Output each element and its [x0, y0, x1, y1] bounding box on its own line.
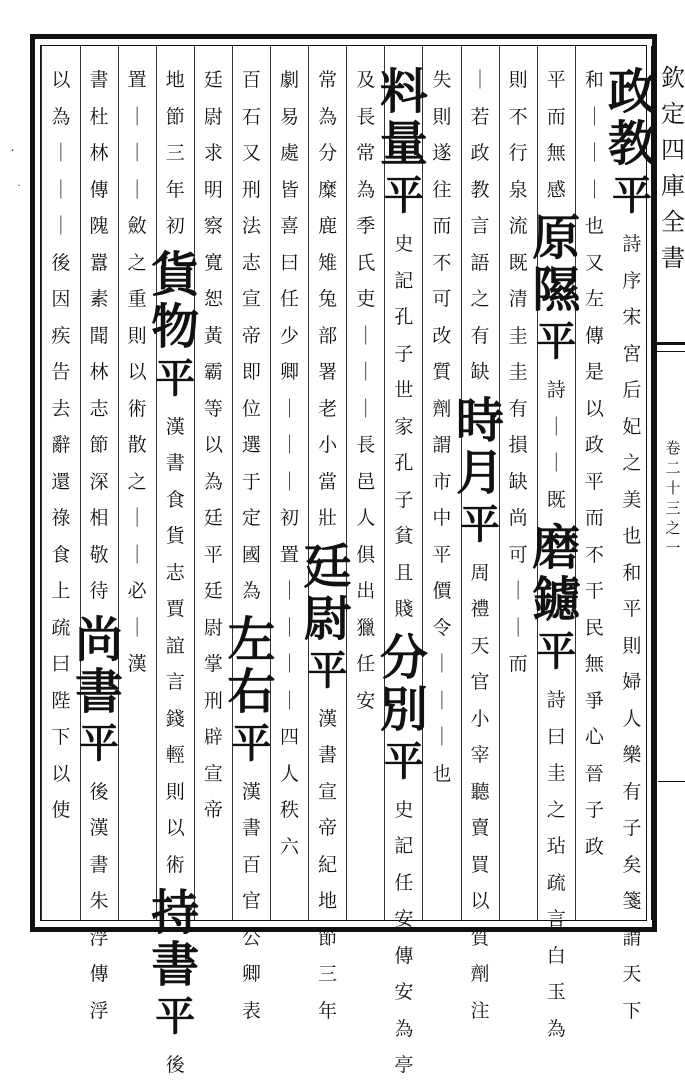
annotation-text: ｜ 若 政 教 言 語 之 有 缺 [470, 69, 490, 383]
text-column [607, 46, 656, 1022]
annotation-text: 初 置 ｜ ｜ ｜ ｜ 四 人 秩 六 [280, 507, 300, 858]
annotation-text: 漢 書 宣 帝 紀 地 節 三 年 [318, 707, 338, 1022]
annotation-text: 和 ｜ ｜ ｜ 也 又 左 傳 是 以 政 平 而 不 干 民 無 爭 心 晉 子 政 [584, 69, 604, 858]
text-column [75, 46, 124, 1022]
entry-heading: 左 右 平 [227, 611, 276, 767]
annotation-text: 上 疏 曰 陛 下 以 使 [51, 580, 71, 821]
annotation-text: 廷 尉 掌 刑 辟 宣 帝 [203, 580, 223, 821]
annotation-text: 後 [165, 1054, 185, 1076]
text-column [227, 46, 276, 1022]
annotation-text: 史 記 孔 子 世 家 孔 子 貧 且 賤 [394, 233, 414, 620]
entry-heading: 持 書 平 [151, 885, 200, 1040]
annotation-text: 以 為 ｜ ｜ ｜ 後 因 疾 告 去 辭 還 祿 食 [51, 69, 71, 566]
annotation-text: 斂 之 重 則 以 術 散 之 ｜ ｜ 必 ｜ [127, 215, 147, 639]
entry-heading: 原 隰 平 [532, 210, 581, 365]
entry-heading: 磨 鑢 平 [532, 520, 581, 675]
annotation-text: 及 長 常 為 季 氏 吏 ｜ ｜ ｜ [356, 69, 376, 420]
annotation-text: 周 禮 天 官 小 宰 聽 賣 買 以 質 劑 注 [470, 561, 490, 1022]
text-column [118, 46, 156, 920]
annotation-text: 地 節 三 年 初 [165, 69, 185, 237]
text-column [270, 46, 308, 920]
text-column [303, 46, 352, 1022]
text-column [532, 46, 581, 1040]
entry-heading: 政 教 平 [607, 64, 656, 219]
entry-heading: 時 月 平 [456, 392, 505, 548]
annotation-text: 則 不 行 [508, 69, 528, 164]
text-column [422, 46, 460, 920]
annotation-text: 詩 序 宋 宮 后 妃 之 美 也 和 平 則 婦 人 樂 有 子 矣 箋 謂 天 下 [622, 233, 642, 1022]
annotation-text: 漢 書 食 貨 志 賈 誼 言 錢 輕 則 以 術 [165, 415, 185, 876]
text-column [346, 46, 384, 920]
annotation-text: 史 記 任 安 傳 安 為 亭 [394, 798, 414, 1076]
page-frame [30, 34, 685, 1076]
text-column [575, 46, 613, 920]
book-title: 欽 定 四 庫 全 書 [661, 64, 685, 272]
text-column [151, 46, 200, 1076]
text-column [456, 46, 505, 1022]
text-column [379, 46, 428, 1076]
annotation-text: 書 杜 林 傳 隗 囂 素 聞 林 志 節 深 相 敬 待 [89, 69, 109, 602]
annotation-text: 圭 圭 有 損 缺 尚 可 ｜ ｜ 而 [508, 324, 528, 675]
page-speck: ˙ [16, 183, 22, 197]
annotation-text: 泉 流 既 清 [508, 178, 528, 310]
annotation-text: 廷 尉 求 明 察 寬 恕 黃 霸 等 以 為 廷 平 [203, 69, 223, 566]
entry-heading: 廷 尉 平 [303, 538, 352, 694]
volume-label: 卷 二 十 三 之 一 [665, 439, 681, 557]
page-speck: ˙ [9, 148, 16, 164]
text-column [499, 46, 537, 920]
entry-heading: 貨 物 平 [151, 246, 200, 402]
annotation-text: 常 為 分 糜 鹿 雉 兔 部 署 老 小 當 壯 [318, 69, 338, 529]
annotation-text: 漢 書 百 官 公 卿 表 [241, 780, 261, 1022]
annotation-text: 漢 [127, 653, 147, 675]
entry-heading: 料 量 平 [379, 64, 428, 219]
annotation-text: 百 石 又 刑 法 志 宣 帝 即 位 選 于 定 國 為 [241, 69, 261, 602]
text-column [41, 46, 79, 920]
annotation-text: 長 邑 人 俱 出 獵 任 安 [356, 434, 376, 712]
annotation-text: 後 漢 書 朱 浮 傳 浮 [89, 780, 109, 1022]
text-column [194, 46, 232, 920]
margin-tick [658, 781, 685, 782]
page-frame-inner [40, 45, 685, 1076]
annotation-text: 置 ｜ ｜ ｜ [127, 69, 147, 201]
plate-margin [651, 46, 685, 920]
annotation-text: 質 劑 謂 市 中 平 價 令 ｜ ｜ ｜ 也 [432, 361, 452, 785]
annotation-text: 詩 ｜ ｜ 既 [546, 379, 566, 511]
entry-heading: 尚 書 平 [75, 611, 124, 767]
annotation-text: 失 則 遂 往 而 不 可 改 [432, 69, 452, 347]
entry-heading: 分 別 平 [379, 629, 428, 785]
annotation-text: 平 而 無 感 [546, 69, 566, 201]
annotation-text: 劇 易 處 皆 喜 曰 任 少 卿 ｜ ｜ ｜ [280, 69, 300, 493]
fishtail-mark [652, 342, 685, 352]
annotation-text: 詩 曰 圭 之 玷 疏 言 白 玉 為 [546, 689, 566, 1040]
